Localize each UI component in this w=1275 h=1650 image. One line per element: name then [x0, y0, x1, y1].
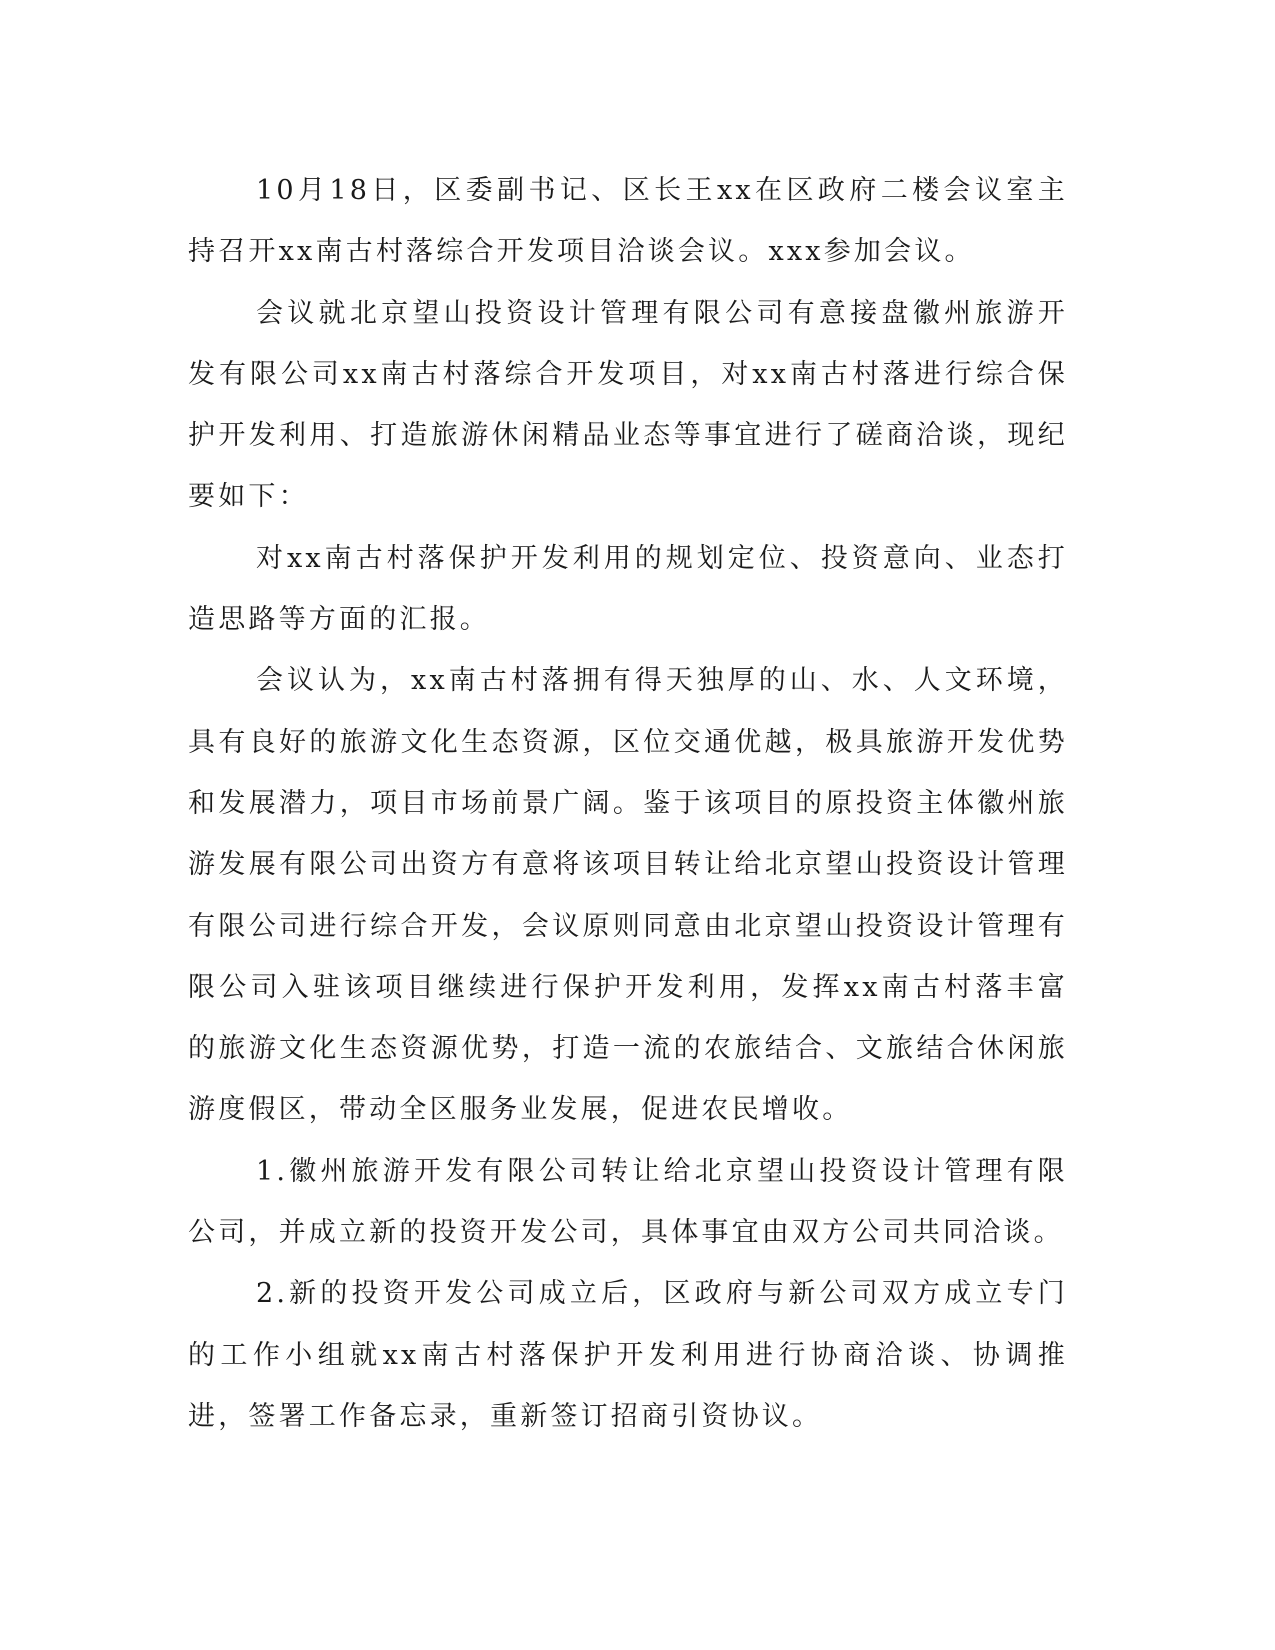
paragraph-meeting-subject: 会议就北京望山投资设计管理有限公司有意接盘徽州旅游开发有限公司xx南古村落综合开发项目，对xx南古村落进行综合保护开发利用、打造旅游休闲精品业态等事宜进行了磋商洽谈，现纪要如下： [188, 297, 1068, 513]
paragraph-meeting-intro: 10月18日，区委副书记、区长王xx在区政府二楼会议室主持召开xx南古村落综合开发项目洽谈会议。xxx参加会议。 [188, 175, 1068, 268]
paragraph-meeting-opinion: 会议认为，xx南古村落拥有得天独厚的山、水、人文环境，具有良好的旅游文化生态资源，区位交通优越，极具旅游开发优势和发展潜力，项目市场前景广阔。鉴于该项目的原投资主体徽州旅游发展有限公司出资方有意将该项目转让给北京望山投资设计管理有限公司进行综合开发，会议原则同意由北京望山投资设计管理有限公司入驻该项目继续进行保护开发利用，发挥xx南古村落丰富的旅游文化生态资源优势，打造一流的农旅结合、文旅结合休闲旅游度假区，带动全区服务业发展，促进农民增收。 [188, 665, 1068, 1126]
paragraph-report: 对xx南古村落保护开发利用的规划定位、投资意向、业态打造思路等方面的汇报。 [188, 542, 1068, 636]
paragraph-item-1: 1.徽州旅游开发有限公司转让给北京望山投资设计管理有限公司，并成立新的投资开发公司，具体事宜由双方公司共同洽谈。 [188, 1155, 1068, 1249]
document-body [188, 160, 1068, 1447]
paragraph-item-2: 2.新的投资开发公司成立后，区政府与新公司双方成立专门的工作小组就xx南古村落保护开发利用进行协商洽谈、协调推进，签署工作备忘录，重新签订招商引资协议。 [188, 1278, 1068, 1432]
